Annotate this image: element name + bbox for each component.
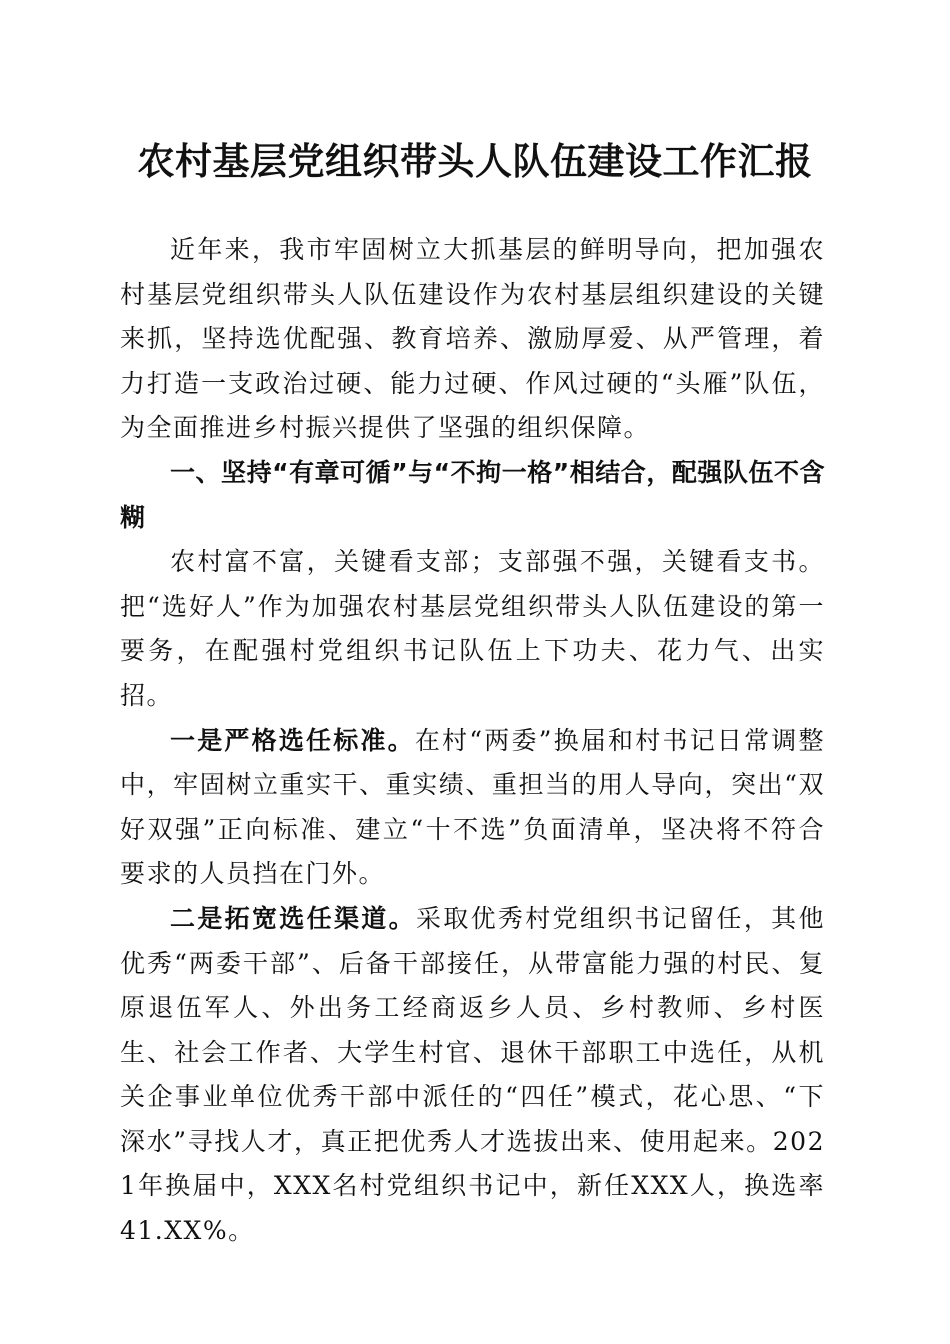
point-1-paragraph xyxy=(120,719,825,897)
document-title: 农村基层党组织带头人队伍建设工作汇报 xyxy=(137,139,813,183)
section-1-paragraph: 农村富不富，关键看支部；支部强不强，关键看支书。把“选好人”作为加强农村基层党组织带头人队伍建设的第一要务，在配强村党组织书记队伍上下功夫、花力气、出实招。 xyxy=(120,547,825,710)
intro-paragraph: 近年来，我市牢固树立大抓基层的鲜明导向，把加强农村基层党组织带头人队伍建设作为农村基层组织建设的关键来抓，坚持选优配强、教育培养、激励厚爱、从严管理，着力打造一支政治过硬、能力过硬、作风过硬的“头雁”队伍，为全面推进乡村振兴提供了坚强的组织保障。 xyxy=(120,235,825,443)
document-body xyxy=(120,228,825,1254)
section-1-heading: 一、坚持“有章可循”与“不拘一格”相结合，配强队伍不含糊 xyxy=(120,457,825,532)
point-2-paragraph xyxy=(120,897,825,1254)
point-2-lead: 二是拓宽选任渠道。 xyxy=(170,903,416,933)
point-2-text: 采取优秀村党组织书记留任，其他优秀“两委干部”、后备干部接任，从带富能力强的村民、复原退伍军人、外出务工经商返乡人员、乡村教师、乡村医生、社会工作者、大学生村官、退休干部职工中选任，从机关企事业单位优秀干部中派任的“四任”模式，花心思、“下深水”寻找人才，真正把优秀人才选拔出来、使用起来。2021年换届中，XXX名村党组织书记中，新任XXX人，换选率41.XX%。 xyxy=(120,903,825,1246)
point-1-text: 在村“两委”换届和村书记日常调整中，牢固树立重实干、重实绩、重担当的用人导向，突出“双好双强”正向标准、建立“十不选”负面清单，坚决将不符合要求的人员挡在门外。 xyxy=(120,725,825,889)
point-1-lead: 一是严格选任标准。 xyxy=(170,725,415,755)
